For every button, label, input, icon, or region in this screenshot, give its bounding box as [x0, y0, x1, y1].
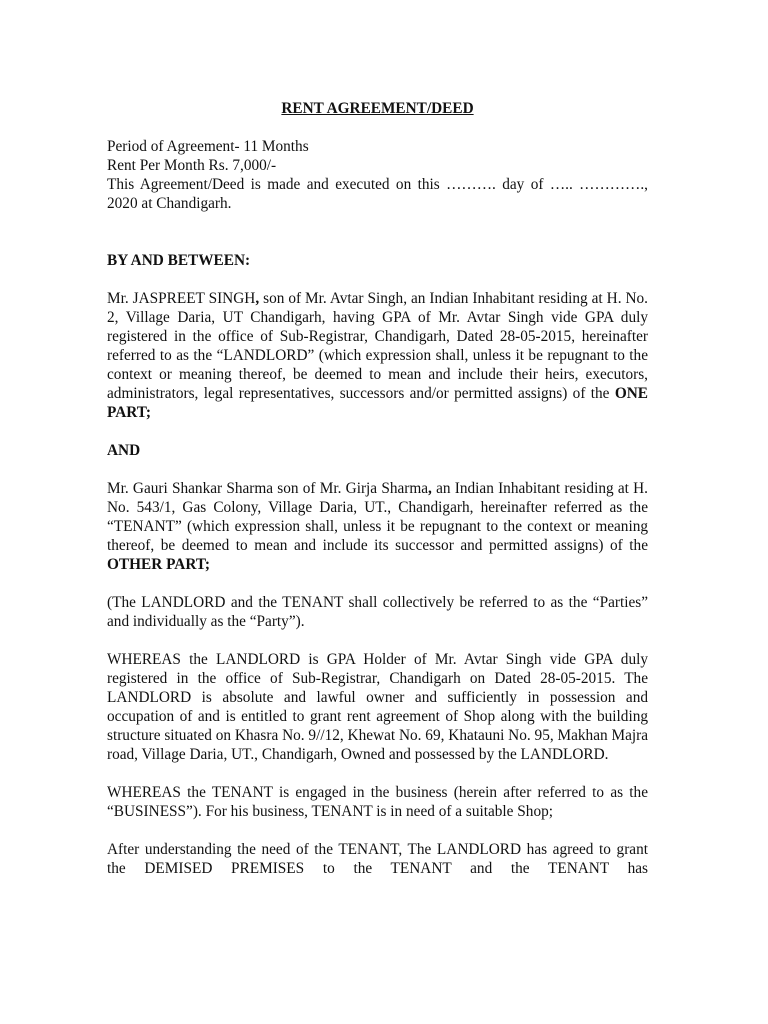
- party-one-paragraph: [107, 289, 648, 422]
- party-two-name: Mr. Gauri Shankar Sharma son of Mr. Girja Sharma: [107, 480, 429, 497]
- other-part-label: OTHER PART;: [107, 556, 210, 573]
- one-part-label: ONE PART;: [107, 385, 648, 421]
- period-line: Period of Agreement- 11 Months: [107, 138, 309, 155]
- party-one-name: Mr. JASPREET SINGH: [107, 290, 256, 307]
- rent-line: Rent Per Month Rs. 7,000/-: [107, 157, 277, 174]
- party-two-paragraph: [107, 479, 648, 574]
- after-understanding-paragraph: After understanding the need of the TENANT, The LANDLORD has agreed to grant the DEMISED PREMISES to the TENANT and the TENANT has: [107, 841, 648, 877]
- document-title: RENT AGREEMENT/DEED: [281, 100, 474, 117]
- party-one-text: son of Mr. Avtar Singh, an Indian Inhabitant residing at H. No. 2, Village Daria, UT Chandigarh, having GPA of Mr. Avtar Singh vide GPA duly registered in the office of Sub-Registrar, Chandigarh, Dated 28-05-2015, hereinafter referred to as the “LANDLORD” (which expression shall, unless it be repugnant to the context or meaning thereof, be deemed to mean and include their heirs, executors, administrators, legal representatives, successors and/or permitted assigns) of the: [107, 290, 648, 402]
- whereas-tenant-paragraph: WHEREAS the TENANT is engaged in the business (herein after referred to as the “BUSINESS”). For his business, TENANT is in need of a suitable Shop;: [107, 784, 648, 820]
- party-two-text: an Indian Inhabitant residing at H. No. 543/1, Gas Colony, Village Daria, UT., Chandigarh, hereinafter referred as the “TENANT” (which expression shall, unless it be repugnant to the context or meaning thereof, be deemed to mean and include its successor and permitted assigns) of the: [107, 480, 648, 554]
- party-one-comma: ,: [255, 290, 260, 307]
- and-heading: AND: [107, 442, 141, 459]
- document-page: [107, 99, 648, 878]
- by-and-between-heading: BY AND BETWEEN:: [107, 252, 251, 269]
- whereas-landlord-paragraph: WHEREAS the LANDLORD is GPA Holder of Mr. Avtar Singh vide GPA duly registered in the office of Sub-Registrar, Chandigarh on Dated 28-05-2015. The LANDLORD is absolute and lawful owner and sufficiently in possession and occupation of and is entitled to grant rent agreement of Shop along with the building structure situated on Khasra No. 9//12, Khewat No. 69, Khatauni No. 95, Makhan Majra road, Village Daria, UT., Chandigarh, Owned and possessed by the LANDLORD.: [107, 651, 648, 763]
- party-two-comma: ,: [428, 480, 432, 497]
- parties-paragraph: (The LANDLORD and the TENANT shall collectively be referred to as the “Parties” and individually as the “Party”).: [107, 594, 648, 630]
- executed-line: This Agreement/Deed is made and executed on this ………. day of ….. …………., 2020 at Chandigarh.: [107, 176, 648, 212]
